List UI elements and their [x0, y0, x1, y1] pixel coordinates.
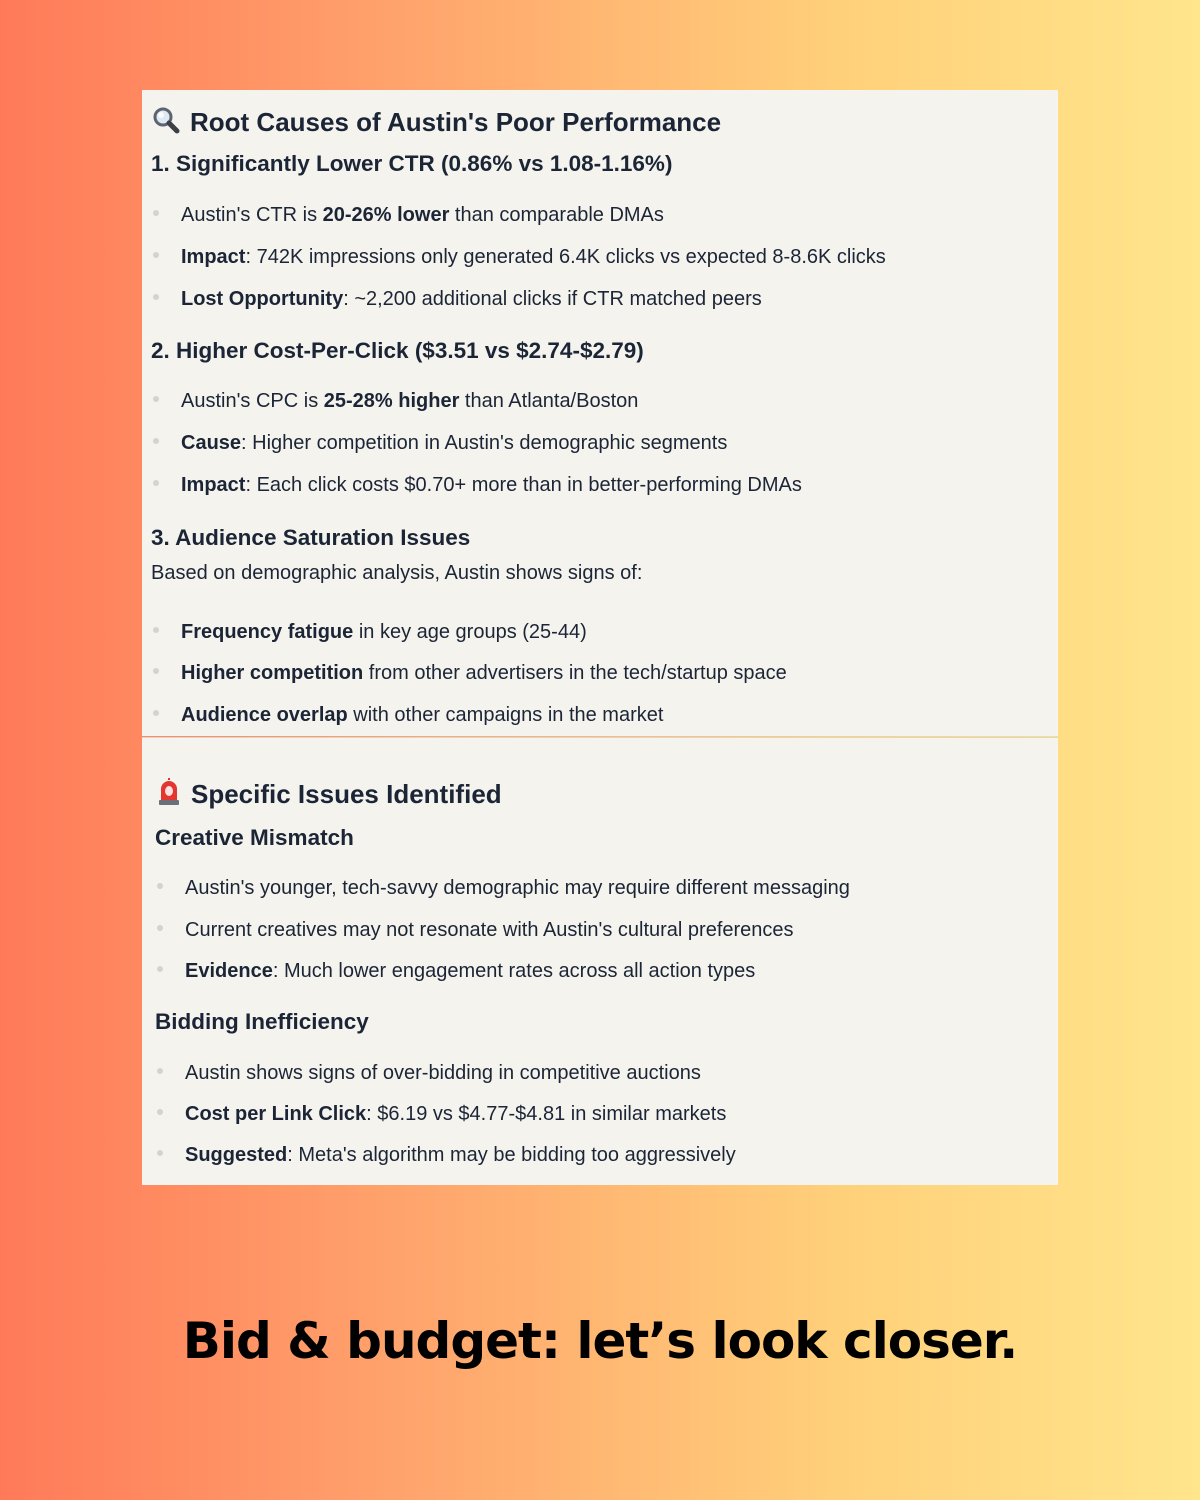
list-item: Frequency fatigue in key age groups (25-44) — [181, 622, 587, 642]
bullet-dot — [153, 210, 159, 216]
bullet-dot — [157, 966, 163, 972]
bullet-dot — [153, 480, 159, 486]
bullet-dot — [157, 883, 163, 889]
bullet-dot — [153, 627, 159, 633]
specific-issues-heading — [157, 778, 502, 810]
list-item: Austin shows signs of over-bidding in competitive auctions — [185, 1063, 701, 1083]
bullet-dot — [153, 396, 159, 402]
bullet-dot — [157, 1109, 163, 1115]
list-item: Austin's CTR is 20-26% lower than comparable DMAs — [181, 205, 664, 225]
bullet-dot — [153, 438, 159, 444]
list-item: Higher competition from other advertisers in the tech/startup space — [181, 663, 787, 683]
list-item: Cause: Higher competition in Austin's demographic segments — [181, 433, 727, 453]
bullet-dot — [153, 294, 159, 300]
bullet-dot — [157, 1068, 163, 1074]
bullet-dot — [157, 1150, 163, 1156]
section-title: Root Causes of Austin's Poor Performance — [190, 107, 722, 137]
list-item: Austin's younger, tech-savvy demographic may require different messaging — [185, 878, 850, 898]
bullet-dot — [157, 925, 163, 931]
root-causes-heading — [152, 106, 721, 138]
list-item: Suggested: Meta's algorithm may be bidding too aggressively — [185, 1145, 736, 1165]
intro-text: Based on demographic analysis, Austin shows signs of: — [151, 562, 643, 584]
subsection-title: Creative Mismatch — [155, 825, 354, 850]
list-item: Current creatives may not resonate with Austin's cultural preferences — [185, 920, 794, 940]
section-title: Specific Issues Identified — [191, 779, 502, 809]
list-item: Evidence: Much lower engagement rates across all action types — [185, 961, 755, 981]
list-item: Audience overlap with other campaigns in the market — [181, 705, 663, 725]
list-item: Austin's CPC is 25-28% higher than Atlanta/Boston — [181, 391, 638, 411]
root-causes-panel — [142, 90, 1058, 736]
magnifier-icon — [152, 106, 180, 138]
list-item: Impact: 742K impressions only generated 6.4K clicks vs expected 8-8.6K clicks — [181, 247, 886, 267]
siren-icon — [157, 778, 181, 810]
subsection-title: 3. Audience Saturation Issues — [151, 525, 471, 550]
subsection-title: 2. Higher Cost-Per-Click ($3.51 vs $2.74-$2.79) — [151, 338, 644, 363]
footer-caption: Bid & budget: let’s look closer. — [182, 1312, 1018, 1370]
specific-issues-panel — [142, 737, 1058, 1185]
subsection-title: 1. Significantly Lower CTR (0.86% vs 1.08-1.16%) — [151, 151, 673, 176]
bullet-dot — [153, 668, 159, 674]
bullet-dot — [153, 252, 159, 258]
list-item: Impact: Each click costs $0.70+ more than in better-performing DMAs — [181, 475, 802, 495]
list-item: Cost per Link Click: $6.19 vs $4.77-$4.81 in similar markets — [185, 1104, 726, 1124]
bullet-dot — [153, 710, 159, 716]
subsection-title: Bidding Inefficiency — [155, 1009, 369, 1034]
list-item: Lost Opportunity: ~2,200 additional clicks if CTR matched peers — [181, 289, 762, 309]
